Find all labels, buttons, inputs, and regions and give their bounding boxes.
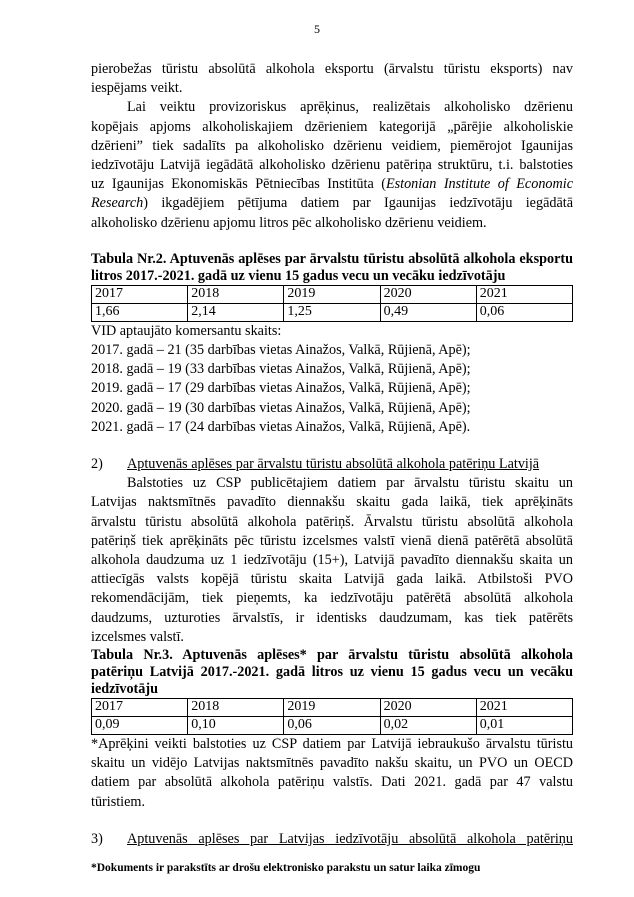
table-cell: 2017 — [92, 699, 188, 717]
paragraph-line: iedzīvotāju Latvijā iegādātā alkoholisko dzērienu patēriņa struktūru, t.i. balstoties — [91, 157, 573, 174]
paragraph-line: kopējais apjoms alkoholiskajiem dzērieniem kategorijā „pārējie alkoholiskie — [91, 118, 573, 135]
section-3-heading — [91, 830, 573, 849]
table-cell: 0,10 — [188, 717, 284, 735]
paragraph-line: iespējams veikt. — [91, 80, 183, 97]
text-fragment: ) ikgadējiem pētījuma datiem par Igaunijas iedzīvotāju iegādātā — [143, 195, 573, 212]
table-cell: 2021 — [476, 699, 572, 717]
paragraph-1 — [91, 60, 573, 98]
table-cell: 2019 — [284, 285, 380, 303]
list-item: 2021. gadā – 17 (24 darbības vietas Ainažos, Valkā, Rūjienā, Apē). — [91, 418, 471, 435]
table-header-row — [92, 699, 573, 717]
paragraph-line — [91, 175, 573, 194]
note-line: *Aprēķini veikti balstoties uz CSP datiem par Latvijā iebraukušo ārvalstu tūristu — [91, 736, 573, 753]
paragraph-line: ārvalstu tūristu absolūtā alkohola patēriņš. Ārvalstu tūristu absolūtā alkohola — [91, 513, 573, 530]
paragraph-line: pierobežas tūristu absolūtā alkohola eksportu (ārvalstu tūristu eksports) nav — [91, 61, 573, 77]
table-cell: 0,09 — [92, 717, 188, 735]
paragraph-line: izcelsmes valstī. — [91, 628, 184, 645]
table-cell: 1,25 — [284, 303, 380, 321]
table-cell: 2018 — [188, 699, 284, 717]
list-item: 2020. gadā – 19 (30 darbības vietas Ainažos, Valkā, Rūjienā, Apē); — [91, 399, 471, 416]
section-number: 3) — [91, 830, 103, 847]
table-cell: 2021 — [476, 285, 572, 303]
table-cell: 2017 — [92, 285, 188, 303]
paragraph-line: Balstoties uz CSP publicētajiem datiem par ārvalstu tūristu skaitu un — [127, 475, 573, 492]
section-title: Aptuvenās aplēses par Latvijas iedzīvotāju absolūtā alkohola patēriņu — [127, 830, 573, 847]
paragraph-line: dzērieni” tiek sadalīts pa alkoholisko dzērienu veidiem, piemērojot Igaunijas — [91, 137, 573, 154]
table-2-caption: Tabula Nr.2. Aptuvenās aplēses par ārvalstu tūristu absolūtā alkohola eksportu litros 2017.-2021. gadā uz vienu 15 gadus vecu un vecāku iedzīvotāju — [91, 250, 573, 284]
table-3 — [91, 698, 573, 735]
table-cell: 2,14 — [188, 303, 284, 321]
table-cell: 0,02 — [380, 717, 476, 735]
italic-text: Estonian Institute of Economic — [385, 176, 573, 193]
table-cell: 0,49 — [380, 303, 476, 321]
note-line: skaitu un vidējo Latvijas naktsmītnēs pavadīto nakšu skaitu, un PVO un OECD — [91, 755, 573, 772]
paragraph-2 — [91, 98, 573, 232]
table-2 — [91, 285, 573, 322]
text-fragment: uz Igaunijas Ekonomiskās Pētniecības Institūta ( — [91, 176, 386, 193]
table-row — [92, 717, 573, 735]
vid-list — [91, 322, 573, 437]
paragraph-line — [91, 194, 573, 213]
paragraph-line: rekomendācijām, tiek pieņemts, ka iedzīvotāju patērētā absolūtā alkohola — [91, 590, 573, 607]
section-2-heading — [91, 455, 573, 474]
table-cell: 1,66 — [92, 303, 188, 321]
table-cell: 2018 — [188, 285, 284, 303]
italic-text: Research — [91, 195, 144, 212]
document-body — [91, 60, 573, 849]
paragraph-line: daudzums, uzturoties ārvalstīs, ir identisks daudzumam, kas tiek patērēts — [91, 609, 573, 626]
paragraph-line: Latvijas naktsmītnēs pavadīto diennakšu skaitu gada laikā, tiek aprēķināts — [91, 494, 573, 511]
paragraph-line: Lai veiktu provizoriskus aprēķinus, realizētais alkoholisko dzērienu — [127, 99, 573, 116]
note-line: tūristiem. — [91, 793, 145, 810]
table-cell: 2019 — [284, 699, 380, 717]
list-item: 2018. gadā – 19 (33 darbības vietas Ainažos, Valkā, Rūjienā, Apē); — [91, 361, 471, 378]
paragraph-line: alkohola daudzuma uz 1 iedzīvotāju (15+), Latvijā pavadīto diennakšu skaita un — [91, 552, 573, 569]
table-cell: 2020 — [380, 285, 476, 303]
vid-title: VID aptaujāto komersantu skaits: — [91, 322, 282, 339]
paragraph-line: alkoholisko dzērienu apjomu litros pēc alkoholisko dzērienu veidiem. — [91, 214, 487, 231]
table-header-row — [92, 285, 573, 303]
table-3-note — [91, 735, 573, 812]
paragraph-line: patēriņš tiek aprēķināts pēc tūristu izcelsmes valstī vienā dienā patērētā absolūtā — [91, 532, 573, 549]
table-cell: 2020 — [380, 699, 476, 717]
section-title: Aptuvenās aplēses par ārvalstu tūristu absolūtā alkohola patēriņu Latvijā — [127, 456, 540, 473]
note-line: datiem par absolūtā alkohola patēriņu valstīs. Dati 2021. gadā par 47 valstu — [91, 774, 573, 791]
paragraph-3 — [91, 474, 573, 647]
paragraph-line: attiecīgās valsts kopējā tūristu skaita Latvijā gada laikā. Atbilstoši PVO — [91, 571, 573, 588]
page-number: 5 — [314, 22, 320, 36]
signature-footnote: *Dokuments ir parakstīts ar drošu elektronisko parakstu un satur laika zīmogu — [91, 862, 481, 874]
table-cell: 0,06 — [284, 717, 380, 735]
list-item: 2017. gadā – 21 (35 darbības vietas Ainažos, Valkā, Rūjienā, Apē); — [91, 342, 471, 359]
list-item: 2019. gadā – 17 (29 darbības vietas Ainažos, Valkā, Rūjienā, Apē); — [91, 380, 471, 397]
table-cell: 0,01 — [476, 717, 572, 735]
table-row — [92, 303, 573, 321]
section-number: 2) — [91, 456, 103, 473]
table-3-caption: Tabula Nr.3. Aptuvenās aplēses* par ārvalstu tūristu absolūtā alkohola patēriņu Latvijā 2017.-2021. gadā litros uz vienu 15 gadus vecu un vecāku iedzīvotāju — [91, 647, 573, 698]
table-cell: 0,06 — [476, 303, 572, 321]
